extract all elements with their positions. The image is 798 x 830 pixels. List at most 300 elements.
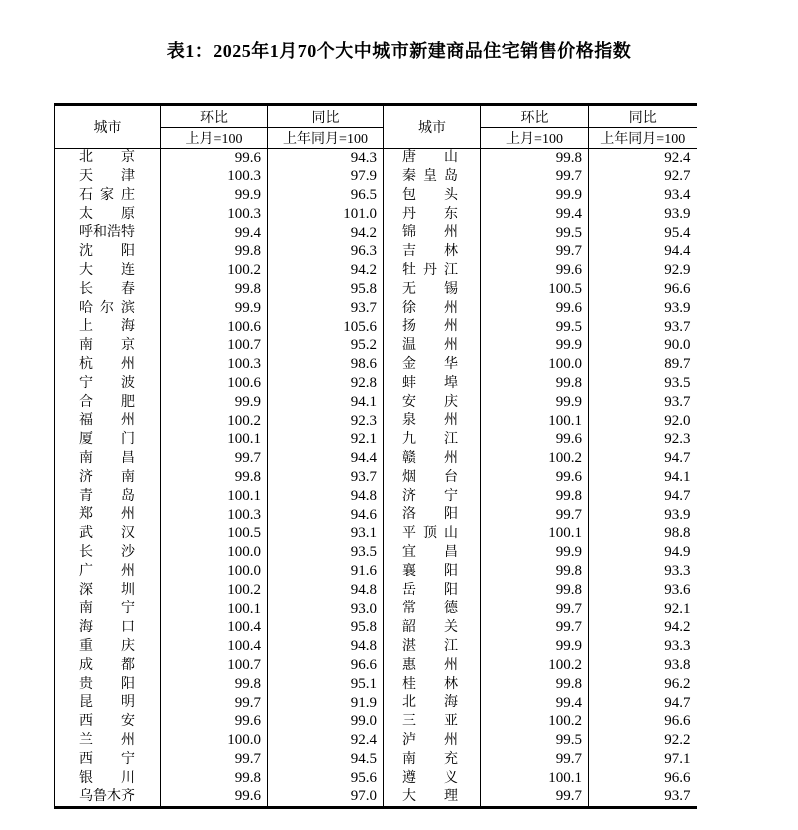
yoy-value-cell: 93.7	[589, 393, 697, 412]
city-cell-left	[55, 524, 161, 543]
city-cell-right	[384, 374, 481, 393]
table-row	[55, 524, 697, 543]
header-city-right: 城市	[384, 105, 481, 149]
table-row	[55, 487, 697, 506]
yoy-value-cell: 94.8	[268, 487, 384, 506]
city-name: 安庆	[402, 394, 458, 410]
city-name: 石家庄	[79, 187, 135, 203]
city-name: 合肥	[79, 394, 135, 410]
yoy-value-cell: 97.9	[268, 167, 384, 186]
yoy-value-cell: 96.2	[589, 675, 697, 694]
yoy-value-cell: 95.8	[268, 280, 384, 299]
mom-value-cell: 100.1	[161, 430, 268, 449]
city-name: 重庆	[79, 638, 135, 654]
city-name: 北京	[79, 150, 135, 166]
mom-value-cell: 100.2	[161, 581, 268, 600]
header-row-1	[55, 105, 697, 128]
table-row	[55, 299, 697, 318]
yoy-value-cell: 93.8	[589, 656, 697, 675]
mom-value-cell: 99.5	[481, 318, 589, 337]
city-name: 乌鲁木齐	[79, 788, 135, 804]
yoy-value-cell: 93.7	[268, 468, 384, 487]
city-cell-left	[55, 336, 161, 355]
table-row	[55, 600, 697, 619]
yoy-value-cell: 94.3	[268, 149, 384, 168]
city-name: 宜昌	[402, 544, 458, 560]
yoy-value-cell: 92.3	[589, 430, 697, 449]
mom-value-cell: 100.7	[161, 336, 268, 355]
yoy-value-cell: 92.8	[268, 374, 384, 393]
city-name: 昆明	[79, 695, 135, 711]
city-name: 哈尔滨	[79, 300, 135, 316]
table-row	[55, 412, 697, 431]
city-name: 深圳	[79, 582, 135, 598]
city-cell-right	[384, 731, 481, 750]
yoy-value-cell: 92.1	[589, 600, 697, 619]
city-cell-right	[384, 637, 481, 656]
mom-value-cell: 99.7	[481, 167, 589, 186]
city-name: 郑州	[79, 507, 135, 523]
yoy-value-cell: 95.8	[268, 618, 384, 637]
city-name: 温州	[402, 338, 458, 354]
table-row	[55, 167, 697, 186]
city-name: 赣州	[402, 450, 458, 466]
mom-value-cell: 100.5	[161, 524, 268, 543]
mom-value-cell: 99.7	[161, 750, 268, 769]
city-cell-left	[55, 205, 161, 224]
city-cell-right	[384, 712, 481, 731]
city-name: 常德	[402, 601, 458, 617]
city-cell-left	[55, 393, 161, 412]
city-name: 福州	[79, 413, 135, 429]
yoy-value-cell: 94.1	[268, 393, 384, 412]
mom-value-cell: 100.1	[481, 412, 589, 431]
city-cell-left	[55, 600, 161, 619]
yoy-value-cell: 93.4	[589, 186, 697, 205]
mom-value-cell: 100.6	[161, 318, 268, 337]
city-cell-left	[55, 562, 161, 581]
city-name: 南充	[402, 751, 458, 767]
city-cell-right	[384, 205, 481, 224]
city-cell-right	[384, 487, 481, 506]
city-cell-left	[55, 167, 161, 186]
yoy-value-cell: 94.9	[589, 543, 697, 562]
table-row	[55, 205, 697, 224]
mom-value-cell: 99.8	[481, 675, 589, 694]
table-header	[55, 105, 697, 149]
yoy-value-cell: 96.5	[268, 186, 384, 205]
city-name: 惠州	[402, 657, 458, 673]
city-name: 桂林	[402, 676, 458, 692]
mom-value-cell: 100.0	[161, 543, 268, 562]
mom-value-cell: 99.8	[481, 149, 589, 168]
mom-value-cell: 100.3	[161, 205, 268, 224]
table-row	[55, 506, 697, 525]
city-name: 牡丹江	[402, 263, 458, 278]
yoy-value-cell: 98.8	[589, 524, 697, 543]
city-cell-left	[55, 506, 161, 525]
mom-value-cell: 100.1	[161, 600, 268, 619]
mom-value-cell: 99.6	[161, 712, 268, 731]
yoy-value-cell: 94.4	[589, 242, 697, 261]
city-cell-right	[384, 430, 481, 449]
city-cell-right	[384, 149, 481, 168]
yoy-value-cell: 97.1	[589, 750, 697, 769]
yoy-value-cell: 94.2	[589, 618, 697, 637]
table-row	[55, 543, 697, 562]
table-row	[55, 449, 697, 468]
mom-value-cell: 99.6	[481, 468, 589, 487]
mom-value-cell: 100.5	[481, 280, 589, 299]
city-name: 丹东	[402, 206, 458, 222]
table-row	[55, 694, 697, 713]
city-name: 大连	[79, 263, 135, 278]
city-cell-left	[55, 224, 161, 243]
mom-value-cell: 100.2	[161, 412, 268, 431]
city-name: 九江	[402, 432, 458, 448]
yoy-value-cell: 93.7	[268, 299, 384, 318]
mom-value-cell: 100.0	[481, 355, 589, 374]
city-cell-left	[55, 449, 161, 468]
mom-value-cell: 99.6	[481, 299, 589, 318]
city-name: 西宁	[79, 751, 135, 767]
yoy-value-cell: 96.6	[268, 656, 384, 675]
mom-value-cell: 100.2	[481, 449, 589, 468]
mom-value-cell: 100.2	[481, 656, 589, 675]
city-cell-right	[384, 543, 481, 562]
city-name: 大理	[402, 788, 458, 804]
yoy-value-cell: 96.3	[268, 242, 384, 261]
table-row	[55, 430, 697, 449]
mom-value-cell: 99.6	[161, 788, 268, 808]
city-cell-right	[384, 656, 481, 675]
city-cell-right	[384, 600, 481, 619]
city-name: 洛阳	[402, 507, 458, 523]
mom-value-cell: 99.6	[161, 149, 268, 168]
mom-value-cell: 100.0	[161, 731, 268, 750]
table-row	[55, 750, 697, 769]
yoy-value-cell: 92.9	[589, 261, 697, 280]
yoy-value-cell: 93.3	[589, 637, 697, 656]
table-row	[55, 261, 697, 280]
city-name: 成都	[79, 657, 135, 673]
mom-value-cell: 100.1	[481, 524, 589, 543]
mom-value-cell: 99.8	[161, 242, 268, 261]
yoy-value-cell: 89.7	[589, 355, 697, 374]
mom-value-cell: 100.2	[481, 712, 589, 731]
yoy-value-cell: 94.7	[589, 694, 697, 713]
city-cell-left	[55, 694, 161, 713]
yoy-value-cell: 94.1	[589, 468, 697, 487]
city-name: 武汉	[79, 526, 135, 542]
city-name: 太原	[79, 206, 135, 222]
mom-value-cell: 100.1	[481, 769, 589, 788]
city-cell-right	[384, 355, 481, 374]
header-city-left: 城市	[55, 105, 161, 149]
yoy-value-cell: 99.0	[268, 712, 384, 731]
city-name: 南昌	[79, 450, 135, 466]
city-cell-left	[55, 242, 161, 261]
city-cell-right	[384, 280, 481, 299]
yoy-value-cell: 92.1	[268, 430, 384, 449]
yoy-value-cell: 96.6	[589, 769, 697, 788]
city-cell-left	[55, 374, 161, 393]
yoy-value-cell: 94.7	[589, 487, 697, 506]
city-name: 吉林	[402, 244, 458, 260]
mom-value-cell: 99.9	[481, 186, 589, 205]
city-name: 南宁	[79, 601, 135, 617]
city-cell-right	[384, 788, 481, 808]
city-name: 兰州	[79, 732, 135, 748]
yoy-value-cell: 94.8	[268, 637, 384, 656]
header-mom-right: 环比	[481, 105, 589, 128]
mom-value-cell: 99.9	[481, 637, 589, 656]
city-cell-left	[55, 543, 161, 562]
city-name: 青岛	[79, 488, 135, 504]
city-name: 济南	[79, 469, 135, 485]
mom-value-cell: 99.8	[161, 675, 268, 694]
city-name: 韶关	[402, 620, 458, 636]
city-name: 宁波	[79, 375, 135, 391]
yoy-value-cell: 93.9	[589, 506, 697, 525]
mom-value-cell: 100.3	[161, 506, 268, 525]
mom-value-cell: 99.9	[481, 336, 589, 355]
city-cell-left	[55, 149, 161, 168]
city-name: 泸州	[402, 732, 458, 748]
table-row	[55, 336, 697, 355]
table-row	[55, 788, 697, 808]
mom-value-cell: 100.4	[161, 618, 268, 637]
yoy-value-cell: 93.7	[589, 788, 697, 808]
header-yoy-base-right: 上年同月=100	[589, 128, 697, 149]
yoy-value-cell: 93.1	[268, 524, 384, 543]
yoy-value-cell: 94.2	[268, 224, 384, 243]
table-row	[55, 769, 697, 788]
city-cell-left	[55, 637, 161, 656]
table-row	[55, 618, 697, 637]
yoy-value-cell: 97.0	[268, 788, 384, 808]
mom-value-cell: 99.9	[161, 393, 268, 412]
price-index-table	[54, 103, 697, 809]
city-cell-right	[384, 618, 481, 637]
city-cell-left	[55, 581, 161, 600]
city-cell-right	[384, 581, 481, 600]
city-cell-left	[55, 280, 161, 299]
city-cell-left	[55, 731, 161, 750]
table-row	[55, 731, 697, 750]
mom-value-cell: 100.3	[161, 355, 268, 374]
mom-value-cell: 99.8	[481, 562, 589, 581]
mom-value-cell: 99.7	[481, 750, 589, 769]
table-row	[55, 581, 697, 600]
yoy-value-cell: 95.4	[589, 224, 697, 243]
yoy-value-cell: 94.6	[268, 506, 384, 525]
city-cell-right	[384, 393, 481, 412]
city-cell-left	[55, 769, 161, 788]
city-cell-left	[55, 355, 161, 374]
city-name: 长春	[79, 281, 135, 297]
header-yoy-base-left: 上年同月=100	[268, 128, 384, 149]
mom-value-cell: 99.8	[161, 468, 268, 487]
city-cell-left	[55, 412, 161, 431]
city-cell-right	[384, 242, 481, 261]
yoy-value-cell: 92.7	[589, 167, 697, 186]
yoy-value-cell: 95.1	[268, 675, 384, 694]
mom-value-cell: 100.4	[161, 637, 268, 656]
mom-value-cell: 99.7	[481, 506, 589, 525]
mom-value-cell: 99.8	[481, 581, 589, 600]
mom-value-cell: 100.0	[161, 562, 268, 581]
city-name: 无锡	[402, 281, 458, 297]
yoy-value-cell: 92.2	[589, 731, 697, 750]
city-cell-left	[55, 430, 161, 449]
city-cell-left	[55, 261, 161, 280]
city-cell-left	[55, 618, 161, 637]
city-cell-left	[55, 318, 161, 337]
mom-value-cell: 99.4	[481, 694, 589, 713]
city-cell-right	[384, 694, 481, 713]
city-name: 银川	[79, 770, 135, 786]
city-cell-right	[384, 506, 481, 525]
city-cell-right	[384, 224, 481, 243]
city-name: 泉州	[402, 413, 458, 429]
mom-value-cell: 99.9	[481, 543, 589, 562]
mom-value-cell: 99.4	[481, 205, 589, 224]
table-body	[55, 149, 697, 808]
yoy-value-cell: 94.7	[589, 449, 697, 468]
city-cell-left	[55, 656, 161, 675]
city-name: 包头	[402, 187, 458, 203]
mom-value-cell: 99.7	[481, 242, 589, 261]
city-cell-right	[384, 769, 481, 788]
city-name: 济宁	[402, 488, 458, 504]
yoy-value-cell: 92.0	[589, 412, 697, 431]
yoy-value-cell: 93.9	[589, 299, 697, 318]
city-cell-right	[384, 562, 481, 581]
city-cell-right	[384, 675, 481, 694]
city-name: 西安	[79, 714, 135, 730]
mom-value-cell: 100.1	[161, 487, 268, 506]
yoy-value-cell: 91.9	[268, 694, 384, 713]
yoy-value-cell: 93.0	[268, 600, 384, 619]
yoy-value-cell: 92.4	[268, 731, 384, 750]
city-name: 长沙	[79, 544, 135, 560]
yoy-value-cell: 94.5	[268, 750, 384, 769]
city-cell-right	[384, 412, 481, 431]
mom-value-cell: 99.7	[481, 788, 589, 808]
city-name: 南京	[79, 338, 135, 354]
city-name: 杭州	[79, 356, 135, 372]
yoy-value-cell: 94.2	[268, 261, 384, 280]
table-row	[55, 374, 697, 393]
city-name: 金华	[402, 356, 458, 372]
city-name: 北海	[402, 695, 458, 711]
header-mom-base-right: 上月=100	[481, 128, 589, 149]
city-name: 天津	[79, 169, 135, 185]
city-cell-left	[55, 675, 161, 694]
mom-value-cell: 99.6	[481, 261, 589, 280]
mom-value-cell: 100.3	[161, 167, 268, 186]
city-cell-right	[384, 468, 481, 487]
table-row	[55, 318, 697, 337]
mom-value-cell: 100.7	[161, 656, 268, 675]
mom-value-cell: 99.7	[481, 600, 589, 619]
city-cell-right	[384, 336, 481, 355]
yoy-value-cell: 95.6	[268, 769, 384, 788]
city-cell-right	[384, 750, 481, 769]
city-cell-right	[384, 318, 481, 337]
yoy-value-cell: 93.7	[589, 318, 697, 337]
page-title: 表1：2025年1月70个大中城市新建商品住宅销售价格指数	[166, 41, 632, 61]
table-row	[55, 242, 697, 261]
city-cell-right	[384, 449, 481, 468]
yoy-value-cell: 105.6	[268, 318, 384, 337]
yoy-value-cell: 90.0	[589, 336, 697, 355]
city-cell-left	[55, 750, 161, 769]
yoy-value-cell: 93.3	[589, 562, 697, 581]
mom-value-cell: 99.8	[481, 487, 589, 506]
city-cell-left	[55, 186, 161, 205]
yoy-value-cell: 91.6	[268, 562, 384, 581]
city-name: 广州	[79, 563, 135, 579]
city-cell-left	[55, 468, 161, 487]
city-name: 遵义	[402, 770, 458, 786]
yoy-value-cell: 94.4	[268, 449, 384, 468]
city-cell-right	[384, 167, 481, 186]
yoy-value-cell: 96.6	[589, 280, 697, 299]
city-name: 厦门	[79, 432, 135, 448]
city-name: 秦皇岛	[402, 169, 458, 185]
table-row	[55, 280, 697, 299]
mom-value-cell: 99.5	[481, 731, 589, 750]
mom-value-cell: 99.5	[481, 224, 589, 243]
table-row	[55, 149, 697, 168]
city-name: 三亚	[402, 714, 458, 730]
city-name: 徐州	[402, 300, 458, 316]
yoy-value-cell: 98.6	[268, 355, 384, 374]
city-name: 锦州	[402, 225, 458, 241]
mom-value-cell: 100.6	[161, 374, 268, 393]
mom-value-cell: 99.7	[161, 694, 268, 713]
yoy-value-cell: 95.2	[268, 336, 384, 355]
mom-value-cell: 99.8	[161, 769, 268, 788]
city-name: 岳阳	[402, 582, 458, 598]
city-name: 贵阳	[79, 676, 135, 692]
city-name: 扬州	[402, 319, 458, 335]
city-cell-left	[55, 788, 161, 808]
table-row	[55, 393, 697, 412]
yoy-value-cell: 96.6	[589, 712, 697, 731]
yoy-value-cell: 93.6	[589, 581, 697, 600]
city-name: 沈阳	[79, 244, 135, 260]
mom-value-cell: 99.4	[161, 224, 268, 243]
city-cell-left	[55, 299, 161, 318]
city-cell-right	[384, 524, 481, 543]
mom-value-cell: 99.9	[481, 393, 589, 412]
city-name: 海口	[79, 620, 135, 636]
city-name: 蚌埠	[402, 375, 458, 391]
mom-value-cell: 99.7	[481, 618, 589, 637]
table-row	[55, 186, 697, 205]
yoy-value-cell: 93.5	[589, 374, 697, 393]
header-yoy-right: 同比	[589, 105, 697, 128]
table-row	[55, 712, 697, 731]
table-row	[55, 562, 697, 581]
city-name: 烟台	[402, 469, 458, 485]
mom-value-cell: 99.9	[161, 299, 268, 318]
city-cell-right	[384, 186, 481, 205]
table-row	[55, 675, 697, 694]
